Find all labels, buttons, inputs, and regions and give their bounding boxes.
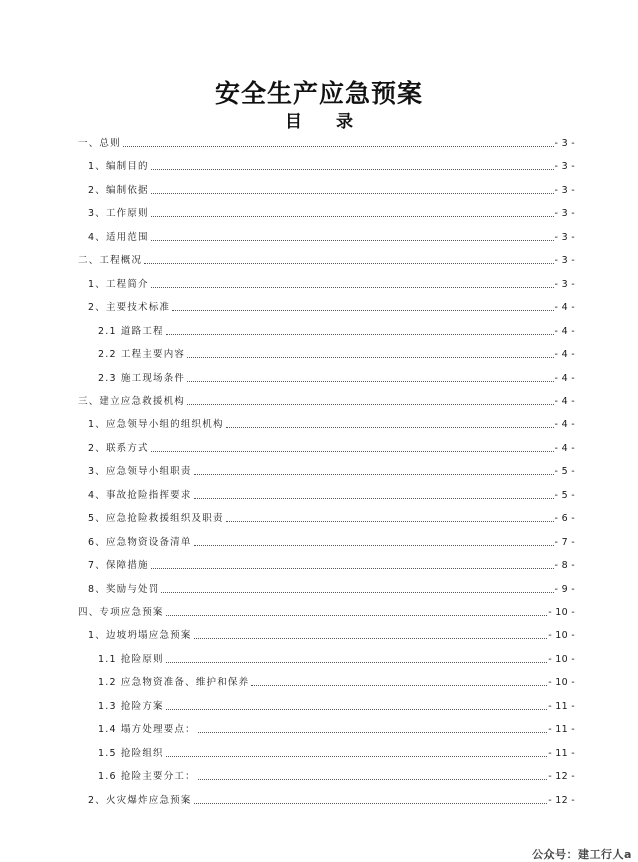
toc-entry-label: 一、总则 <box>78 138 121 149</box>
toc-dot-leader <box>151 568 554 569</box>
toc-entry-label: 3、工作原则 <box>88 208 149 220</box>
toc-entry[interactable] <box>88 415 575 431</box>
toc-entry-page-number: - 4 - <box>554 395 575 407</box>
toc-entry-label: 三、建立应急救援机构 <box>78 395 186 407</box>
toc-entry-label: 7、保障措施 <box>88 560 149 572</box>
toc-entry-label: 2、主要技术标准 <box>88 302 171 314</box>
toc-entry[interactable] <box>88 298 575 314</box>
toc-entry[interactable] <box>88 791 575 807</box>
toc-entry-label: 1、应急领导小组的组织机构 <box>88 419 224 431</box>
toc-entry-page-number: - 4 - <box>554 302 575 314</box>
toc-entry-page-number: - 10 - <box>548 677 575 689</box>
toc-entry-page-number: - 3 - <box>554 255 575 267</box>
toc-dot-leader <box>226 521 554 522</box>
toc-entry-page-number: - 11 - <box>548 700 575 712</box>
toc-entry-label: 2.2 工程主要内容 <box>98 349 186 361</box>
toc-entry[interactable] <box>88 204 575 220</box>
toc-dot-leader <box>151 193 554 194</box>
toc-entry[interactable] <box>78 392 575 408</box>
toc-entry[interactable] <box>98 369 575 385</box>
toc-entry-page-number: - 3 - <box>554 208 575 220</box>
toc-entry[interactable] <box>88 228 575 244</box>
toc-entry-label: 1.4 塌方处理要点： <box>98 724 196 736</box>
toc-entry[interactable] <box>88 462 575 478</box>
watermark-footer: 公众号：建工行人a <box>532 848 632 861</box>
toc-dot-leader <box>198 732 547 733</box>
toc-entry-label: 6、应急物资设备清单 <box>88 536 192 548</box>
toc-entry-page-number: - 10 - <box>548 653 575 665</box>
toc-entry[interactable] <box>78 251 575 267</box>
toc-entry-page-number: - 4 - <box>554 419 575 431</box>
toc-entry-label: 1.1 抢险原则 <box>98 653 164 665</box>
toc-entry-page-number: - 4 - <box>554 372 575 384</box>
toc-entry-label: 8、奖励与处罚 <box>88 583 160 595</box>
toc-dot-leader <box>187 381 553 382</box>
toc-entry-page-number: - 12 - <box>548 794 575 806</box>
toc-heading: 目 录 <box>285 112 367 132</box>
document-title: 安全生产应急预案 <box>214 79 423 108</box>
toc-dot-leader <box>151 451 554 452</box>
toc-dot-leader <box>166 615 548 616</box>
toc-entry-page-number: - 4 - <box>554 442 575 454</box>
toc-entry[interactable] <box>98 322 575 338</box>
toc-dot-leader <box>194 545 554 546</box>
toc-dot-leader <box>194 474 554 475</box>
toc-entry[interactable] <box>88 626 575 642</box>
toc-entry-label: 2.1 道路工程 <box>98 325 164 337</box>
toc-entry[interactable] <box>88 556 575 572</box>
toc-entry[interactable] <box>88 580 575 596</box>
toc-entry[interactable] <box>88 439 575 455</box>
toc-entry-label: 2、联系方式 <box>88 442 149 454</box>
toc-entry-page-number: - 10 - <box>548 630 575 642</box>
toc-entry[interactable] <box>98 744 575 760</box>
toc-entry-page-number: - 3 - <box>554 278 575 290</box>
toc-entry[interactable] <box>88 275 575 291</box>
toc-entry-page-number: - 10 - <box>548 607 575 618</box>
toc-entry-label: 1.5 抢险组织 <box>98 747 164 759</box>
toc-entry[interactable] <box>88 509 575 525</box>
toc-dot-leader <box>226 427 554 428</box>
toc-entry[interactable] <box>98 720 575 736</box>
toc-entry-page-number: - 3 - <box>554 184 575 196</box>
toc-entry-label: 2.3 施工现场条件 <box>98 372 186 384</box>
toc-entry-page-number: - 5 - <box>554 466 575 478</box>
toc-dot-leader <box>172 310 553 311</box>
toc-dot-leader <box>194 803 548 804</box>
toc-entry-page-number: - 11 - <box>548 724 575 736</box>
toc-entry[interactable] <box>88 181 575 197</box>
toc-dot-leader <box>151 216 554 217</box>
toc-entry-label: 四、专项应急预案 <box>78 607 164 618</box>
toc-entry-page-number: - 7 - <box>554 536 575 548</box>
toc-dot-leader <box>166 709 547 710</box>
toc-dot-leader <box>166 756 547 757</box>
toc-entry-label: 4、事故抢险指挥要求 <box>88 489 192 501</box>
toc-dot-leader <box>194 498 554 499</box>
toc-entry-page-number: - 6 - <box>554 513 575 525</box>
toc-entry-page-number: - 3 - <box>554 161 575 173</box>
toc-entry-label: 1.6 抢险主要分工： <box>98 771 196 783</box>
toc-entry[interactable] <box>88 486 575 502</box>
toc-dot-leader <box>187 357 553 358</box>
toc-entry[interactable] <box>98 650 575 666</box>
toc-entry-page-number: - 3 - <box>554 231 575 243</box>
toc-dot-leader <box>151 169 554 170</box>
toc-entry-label: 二、工程概况 <box>78 255 143 267</box>
toc-entry-label: 2、编制依据 <box>88 184 149 196</box>
toc-entry[interactable] <box>98 697 575 713</box>
toc-entry-page-number: - 11 - <box>548 747 575 759</box>
toc-entry-label: 1.3 抢险方案 <box>98 700 164 712</box>
toc-entry-page-number: - 4 - <box>554 325 575 337</box>
toc-entry-label: 5、应急抢险救援组织及职责 <box>88 513 224 525</box>
toc-entry[interactable] <box>78 603 575 619</box>
toc-entry-page-number: - 5 - <box>554 489 575 501</box>
toc-entry-page-number: - 4 - <box>554 349 575 361</box>
toc-dot-leader <box>166 662 547 663</box>
toc-entry-page-number: - 12 - <box>548 771 575 783</box>
toc-entry[interactable] <box>88 157 575 173</box>
toc-dot-leader <box>151 240 554 241</box>
toc-dot-leader <box>198 779 547 780</box>
toc-entry-label: 4、适用范围 <box>88 231 149 243</box>
toc-dot-leader <box>123 146 554 147</box>
toc-entry-page-number: - 8 - <box>554 560 575 572</box>
toc-entry[interactable] <box>98 673 575 689</box>
toc-dot-leader <box>166 334 554 335</box>
toc-entry[interactable] <box>78 134 575 150</box>
toc-dot-leader <box>144 263 553 264</box>
toc-entry-label: 2、火灾爆炸应急预案 <box>88 794 192 806</box>
toc-entry-label: 1、工程简介 <box>88 278 149 290</box>
toc-entry[interactable] <box>98 345 575 361</box>
toc-entry-label: 1.2 应急物资准备、维护和保养 <box>98 677 250 689</box>
toc-entry-page-number: - 3 - <box>554 138 575 149</box>
toc-dot-leader <box>151 287 554 288</box>
toc-dot-leader <box>251 685 547 686</box>
toc-entry[interactable] <box>88 533 575 549</box>
toc-dot-leader <box>161 592 553 593</box>
toc-entry-label: 3、应急领导小组职责 <box>88 466 192 478</box>
toc-entry[interactable] <box>98 767 575 783</box>
toc-dot-leader <box>194 638 548 639</box>
toc-entry-page-number: - 9 - <box>554 583 575 595</box>
toc-entry-label: 1、编制目的 <box>88 161 149 173</box>
toc-entry-label: 1、边坡坍塌应急预案 <box>88 630 192 642</box>
toc-dot-leader <box>187 404 554 405</box>
